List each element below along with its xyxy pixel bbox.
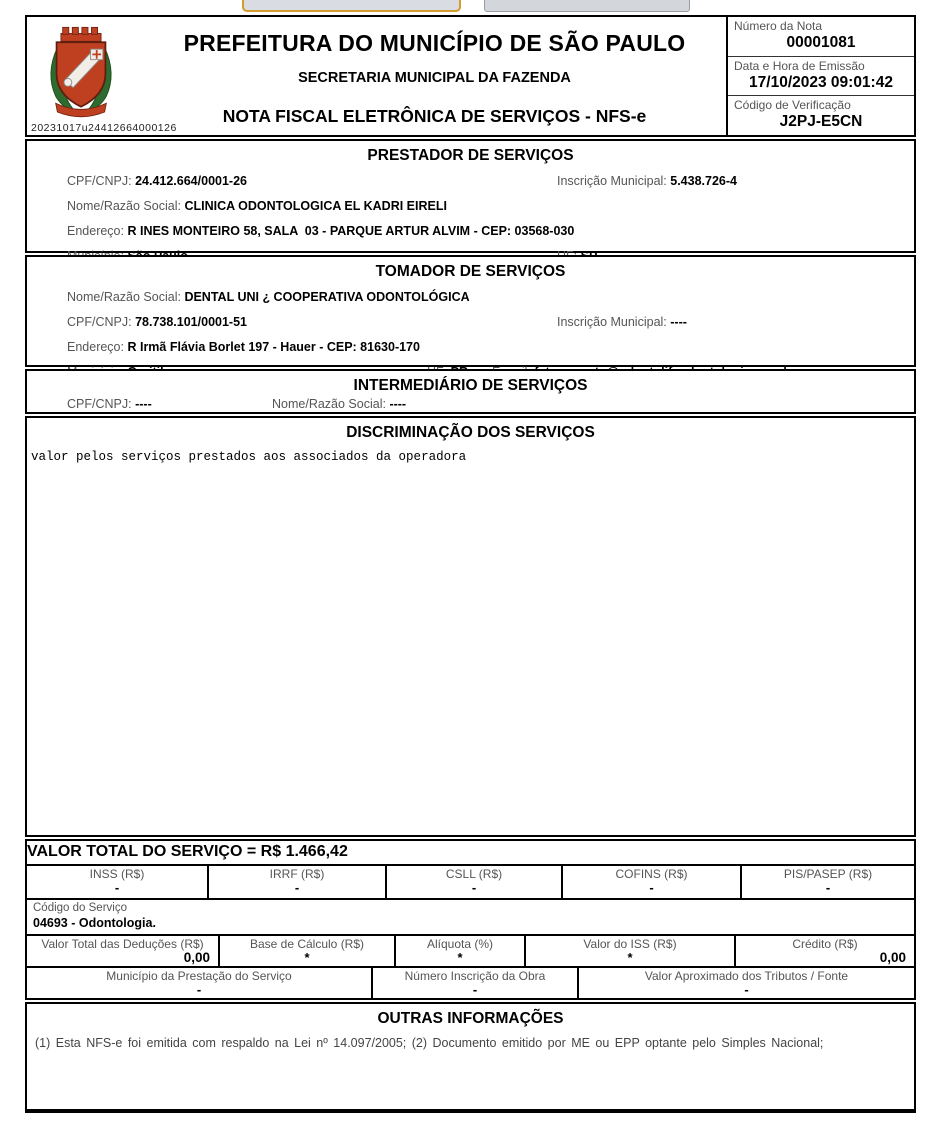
verification-code-label: Código de Verificação — [734, 98, 851, 113]
prestador-razao-row — [27, 194, 914, 219]
prestador-cpf-value: 24.412.664/0001-26 — [135, 174, 247, 188]
tax-cell-inss — [27, 866, 207, 898]
intermediario-title: INTERMEDIÁRIO DE SERVIÇOS — [353, 377, 588, 394]
top-right-button[interactable] — [484, 0, 690, 12]
tax-csll-label: CSLL (R$) — [445, 866, 503, 881]
tax-pis-value: - — [825, 879, 831, 895]
verification-code-value: J2PJ-E5CN — [779, 113, 863, 131]
prestador-title: PRESTADOR DE SERVIÇOS — [367, 147, 574, 164]
emission-datetime-cell — [728, 56, 914, 96]
header-info-box — [726, 17, 914, 135]
tomador-razao-row — [27, 285, 914, 310]
deducoes-value: 0,00 — [183, 949, 210, 965]
discriminacao-text: valor pelos serviços prestados aos associados da operadora — [31, 450, 467, 464]
tomador-endereco-row — [27, 335, 914, 360]
tributos-fonte-cell — [577, 968, 914, 998]
intermediario-razao-label: Nome/Razão Social: — [272, 397, 386, 411]
page-title: PREFEITURA DO MUNICÍPIO DE SÃO PAULO — [183, 30, 686, 56]
tax-irrf-value: - — [294, 879, 300, 895]
inscricao-obra-cell — [371, 968, 577, 998]
codigo-servico-cell — [27, 900, 914, 933]
nfse-document — [25, 15, 916, 1113]
tax-csll-value: - — [471, 879, 477, 895]
tomador-inscricao-label: Inscrição Municipal: — [557, 315, 667, 329]
valor-iss-value: * — [627, 949, 633, 965]
tomador-endereco-value: R Irmã Flávia Borlet 197 - Hauer - CEP: 81630-170 — [127, 340, 420, 354]
tomador-razao-label: Nome/Razão Social: — [67, 290, 181, 304]
intermediario-row — [27, 395, 914, 413]
document-type-title: NOTA FISCAL ELETRÔNICA DE SERVIÇOS - NFS-e — [222, 106, 647, 126]
discriminacao-section — [25, 416, 916, 837]
prestador-endereco-label: Endereço: — [67, 224, 124, 238]
valor-total-row: VALOR TOTAL DO SERVIÇO = R$ 1.466,42 — [27, 843, 348, 860]
tomador-title: TOMADOR DE SERVIÇOS — [375, 263, 566, 280]
prestador-razao-label: Nome/Razão Social: — [67, 199, 181, 213]
tax-cofins-value: - — [649, 879, 654, 895]
outras-informacoes-section — [25, 1002, 916, 1113]
municipio-prestacao-cell — [27, 968, 371, 998]
intermediario-cpf-value: ---- — [135, 397, 152, 411]
discriminacao-title: DISCRIMINAÇÃO DOS SERVIÇOS — [346, 424, 595, 441]
tomador-inscricao-value: ---- — [670, 315, 687, 329]
tax-cell-pis — [740, 866, 914, 898]
nota-number-value: 00001081 — [786, 34, 856, 51]
deducoes-table-row — [27, 934, 914, 966]
tomador-razao-value: DENTAL UNI ¿ COOPERATIVA ODONTOLÓGICA — [184, 290, 470, 304]
credito-value: 0,00 — [879, 949, 906, 965]
base-calculo-cell — [218, 936, 394, 966]
tax-inss-value: - — [114, 879, 120, 895]
aliquota-label: Alíquota (%) — [426, 936, 494, 951]
intermediario-cpf-label: CPF/CNPJ: — [67, 397, 132, 411]
tributos-fonte-value: - — [744, 982, 749, 997]
tomador-section — [25, 255, 916, 367]
sao-paulo-coat-of-arms — [41, 23, 121, 119]
inscricao-obra-value: - — [472, 982, 478, 997]
codigo-servico-row — [27, 898, 914, 933]
emission-datetime-value: 17/10/2023 09:01:42 — [749, 73, 893, 91]
tax-cell-csll — [385, 866, 561, 898]
municipio-prestacao-label: Município da Prestação do Serviço — [106, 969, 292, 983]
tributos-fonte-label: Valor Aproximado dos Tributos / Fonte — [644, 969, 849, 983]
tomador-cpf-label: CPF/CNPJ: — [67, 315, 132, 329]
outras-informacoes-title: OUTRAS INFORMAÇÕES — [377, 1010, 564, 1027]
totals-block — [25, 839, 916, 1000]
intermediario-razao-value: ---- — [389, 397, 407, 411]
page-subtitle: SECRETARIA MUNICIPAL DA FAZENDA — [298, 70, 571, 86]
nota-number-cell — [728, 17, 914, 56]
tax-inss-label: INSS (R$) — [89, 866, 145, 881]
prestador-endereco-row — [27, 219, 914, 244]
prestador-section — [25, 139, 916, 253]
tax-cell-irrf — [207, 866, 385, 898]
codigo-servico-label: Código do Serviço — [33, 902, 127, 915]
prestador-inscricao-label: Inscrição Municipal: — [557, 174, 667, 188]
tax-irrf-label: IRRF (R$) — [269, 866, 325, 881]
tax-cofins-label: COFINS (R$) — [615, 866, 688, 881]
valor-iss-label: Valor do ISS (R$) — [583, 936, 677, 951]
aliquota-value: * — [457, 949, 463, 965]
prestador-endereco-value: R INES MONTEIRO 58, SALA 03 - PARQUE ARTUR ALVIM - CEP: 03568-030 — [127, 224, 575, 238]
tomador-cpf-row — [27, 310, 914, 335]
inscricao-obra-label: Número Inscrição da Obra — [404, 969, 546, 983]
aliquota-cell — [394, 936, 524, 966]
tax-cell-cofins — [561, 866, 740, 898]
tomador-endereco-label: Endereço: — [67, 340, 124, 354]
prestador-cpf-label: CPF/CNPJ: — [67, 174, 132, 188]
outras-informacoes-text: (1) Esta NFS-e foi emitida com respaldo na Lei nº 14.097/2005; (2) Documento emitido por ME ou EPP optante pelo Simples Nacional; — [35, 1036, 824, 1050]
prestador-cpf-row — [27, 169, 914, 194]
base-calculo-value: * — [304, 949, 310, 965]
header-section — [25, 15, 916, 137]
municipio-prestacao-row — [27, 966, 914, 998]
tax-table-row — [27, 864, 914, 898]
codigo-servico-value: 04693 - Odontologia. — [33, 916, 156, 931]
tomador-cpf-value: 78.738.101/0001-51 — [135, 315, 247, 329]
deducoes-label: Valor Total das Deduções (R$) — [41, 936, 204, 951]
nota-number-label: Número da Nota — [734, 19, 823, 33]
prestador-razao-value: CLINICA ODONTOLOGICA EL KADRI EIRELI — [184, 199, 447, 213]
emission-datetime-label: Data e Hora de Emissão — [734, 58, 865, 73]
barcode-number: 20231017u24412664000126 — [31, 122, 177, 134]
base-calculo-label: Base de Cálculo (R$) — [249, 936, 365, 951]
valor-iss-cell — [524, 936, 734, 966]
municipio-prestacao-value: - — [196, 982, 202, 997]
credito-cell — [734, 936, 914, 966]
deducoes-cell — [27, 936, 218, 966]
tax-pis-label: PIS/PASEP (R$) — [783, 866, 873, 881]
prestador-inscricao-value: 5.438.726-4 — [670, 174, 737, 188]
top-left-button[interactable] — [242, 0, 461, 12]
credito-label: Crédito (R$) — [792, 936, 858, 951]
verification-code-cell — [728, 95, 914, 135]
intermediario-section — [25, 369, 916, 414]
